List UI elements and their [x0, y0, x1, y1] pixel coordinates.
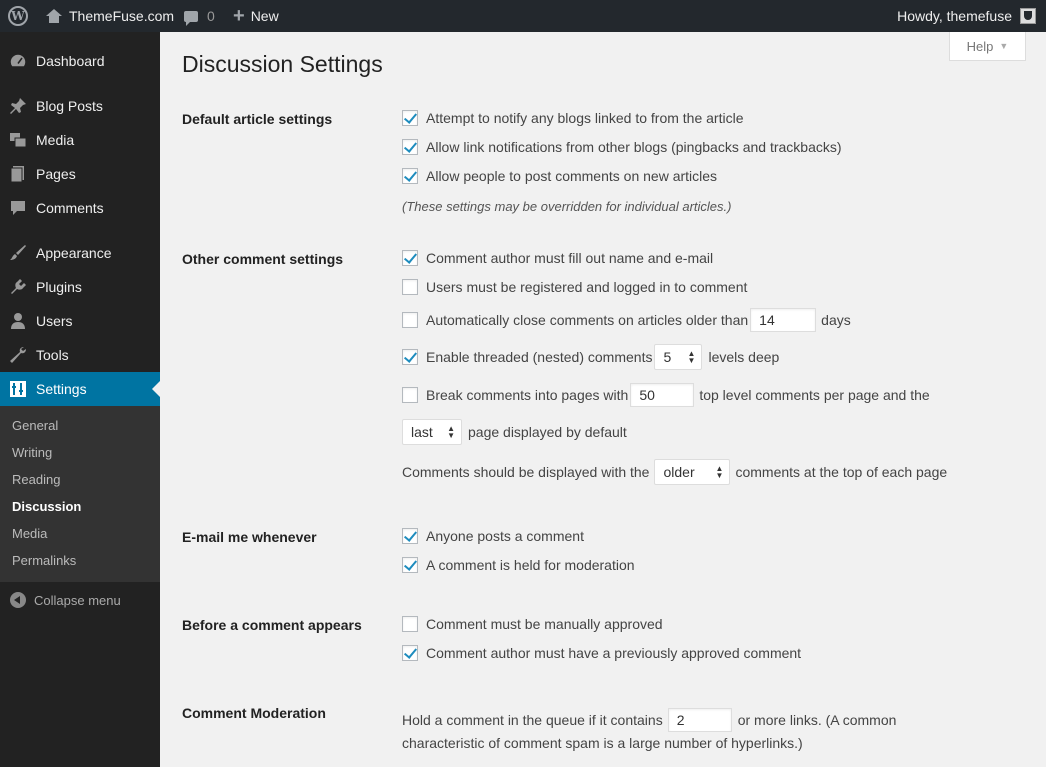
sidebar-item-appearance[interactable] — [0, 236, 160, 270]
sidebar-item-label: Tools — [36, 347, 69, 363]
option-label: Comment author must fill out name and e-mail — [426, 250, 714, 266]
comments-icon — [8, 198, 28, 218]
paginate-comments-option — [402, 383, 930, 407]
option-label: Allow people to post comments on new articles — [426, 168, 718, 184]
pin-icon — [8, 96, 28, 116]
settings-icon — [8, 379, 28, 399]
notify-blogs-checkbox[interactable] — [402, 110, 418, 126]
moderation-links-option — [402, 708, 896, 732]
moderation-links-input[interactable]: 2 — [668, 708, 732, 732]
chevron-down-icon: ▼ — [999, 41, 1009, 51]
sidebar-item-users[interactable] — [0, 304, 160, 338]
option-label: Hold a comment in the queue if it contains — [402, 712, 663, 728]
threaded-comments-option — [402, 344, 779, 370]
moderation-description: characteristic of comment spam is a large number of hyperlinks.) — [402, 735, 803, 751]
allow-pingbacks-option[interactable] — [402, 139, 842, 155]
email-on-comment-checkbox[interactable] — [402, 528, 418, 544]
override-note: (These settings may be overridden for individual articles.) — [402, 199, 732, 214]
option-label: or more links. (A common — [737, 712, 897, 728]
option-label: Attempt to notify any blogs linked to from the article — [426, 110, 744, 126]
default-page-select[interactable] — [402, 419, 462, 445]
new-content-link[interactable] — [233, 0, 279, 32]
option-label: page displayed by default — [468, 424, 627, 440]
option-label: Break comments into pages with — [426, 387, 629, 403]
email-on-moderation-checkbox[interactable] — [402, 557, 418, 573]
sidebar-item-label: Dashboard — [36, 53, 105, 69]
site-name-link[interactable] — [46, 0, 174, 32]
tools-icon — [8, 345, 28, 365]
option-label: Enable threaded (nested) comments — [426, 349, 653, 365]
option-label: Allow link notifications from other blogs (pingbacks and trackbacks) — [426, 139, 842, 155]
sidebar-item-label: Comments — [36, 200, 104, 216]
close-comments-option — [402, 308, 851, 332]
admin-sidebar — [0, 32, 160, 767]
page-title: Discussion Settings — [182, 51, 383, 77]
section-heading-moderation: Comment Moderation — [182, 705, 326, 721]
sidebar-item-label: Users — [36, 313, 73, 329]
paginate-comments-checkbox[interactable] — [402, 387, 418, 403]
comments-count-link[interactable] — [184, 0, 215, 32]
help-label: Help — [966, 38, 994, 54]
sidebar-item-blog-posts[interactable] — [0, 89, 160, 123]
sidebar-item-label: Media — [36, 132, 75, 148]
option-label: Comment author must have a previously approved comment — [426, 645, 802, 661]
section-heading-default-article: Default article settings — [182, 111, 333, 127]
email-on-moderation-option[interactable] — [402, 557, 635, 573]
registration-required-checkbox[interactable] — [402, 279, 418, 295]
sidebar-item-plugins[interactable] — [0, 270, 160, 304]
option-label: comments at the top of each page — [735, 464, 948, 480]
option-label: Comment must be manually approved — [426, 616, 663, 632]
option-label: levels deep — [708, 349, 780, 365]
select-arrows-icon: ▲ ▼ — [715, 464, 724, 480]
user-account-link[interactable] — [897, 0, 1036, 32]
option-label: days — [821, 312, 851, 328]
sidebar-item-comments[interactable] — [0, 191, 160, 225]
submenu-item-permalinks[interactable]: Permalinks — [12, 553, 77, 568]
option-label: Automatically close comments on articles older than — [426, 312, 749, 328]
media-icon — [8, 130, 28, 150]
sidebar-item-settings[interactable] — [0, 372, 160, 406]
site-name-label: ThemeFuse.com — [69, 8, 175, 24]
section-heading-other-comment: Other comment settings — [182, 251, 344, 267]
admin-bar — [0, 0, 1046, 32]
email-on-comment-option[interactable] — [402, 528, 584, 544]
close-comments-checkbox[interactable] — [402, 312, 418, 328]
sidebar-item-label: Plugins — [36, 279, 82, 295]
registration-required-option[interactable] — [402, 279, 747, 295]
main-content — [160, 32, 1046, 767]
comment-order-select[interactable] — [654, 459, 730, 485]
default-page-option — [402, 419, 627, 445]
collapse-menu-button[interactable] — [0, 588, 160, 612]
sidebar-item-tools[interactable] — [0, 338, 160, 372]
option-label: Anyone posts a comment — [426, 528, 584, 544]
home-icon — [46, 9, 62, 23]
notify-blogs-option[interactable] — [402, 110, 744, 126]
option-label: Comments should be displayed with the — [402, 464, 650, 480]
close-comments-days-input[interactable]: 14 — [750, 308, 816, 332]
previously-approved-checkbox[interactable] — [402, 645, 418, 661]
submenu-item-media[interactable]: Media — [12, 526, 48, 541]
manual-approval-checkbox[interactable] — [402, 616, 418, 632]
comment-order-option — [402, 459, 947, 485]
select-arrows-icon: ▲ ▼ — [447, 424, 455, 440]
appearance-icon — [8, 243, 28, 263]
select-value: 5 — [663, 349, 672, 365]
previously-approved-option[interactable] — [402, 645, 801, 661]
sidebar-item-media[interactable] — [0, 123, 160, 157]
allow-pingbacks-checkbox[interactable] — [402, 139, 418, 155]
plugins-icon — [8, 277, 28, 297]
allow-comments-checkbox[interactable] — [402, 168, 418, 184]
help-button[interactable] — [949, 32, 1026, 61]
submenu-item-general[interactable]: General — [12, 418, 59, 433]
collapse-arrow-icon — [10, 592, 26, 608]
sidebar-item-pages[interactable] — [0, 157, 160, 191]
comments-per-page-input[interactable]: 50 — [630, 383, 694, 407]
comment-bubble-icon — [184, 11, 198, 22]
option-label: A comment is held for moderation — [426, 557, 635, 573]
howdy-label: Howdy, themefuse — [897, 8, 1012, 24]
select-arrows-icon: ▲ ▼ — [687, 349, 696, 365]
section-heading-email-me: E-mail me whenever — [182, 529, 317, 545]
thread-depth-select[interactable] — [654, 344, 702, 370]
settings-submenu — [0, 406, 160, 582]
require-name-email-option[interactable] — [402, 250, 713, 266]
require-name-email-checkbox[interactable] — [402, 250, 418, 266]
sidebar-item-dashboard[interactable] — [0, 44, 160, 78]
avatar — [1020, 8, 1036, 24]
sidebar-item-label: Blog Posts — [36, 98, 103, 114]
threaded-comments-checkbox[interactable] — [402, 349, 418, 365]
sidebar-item-label: Settings — [36, 381, 87, 397]
select-value: last — [411, 424, 433, 440]
submenu-item-writing[interactable]: Writing — [12, 445, 53, 460]
allow-comments-option[interactable] — [402, 168, 717, 184]
wordpress-logo-icon[interactable]: W — [8, 0, 28, 32]
manual-approval-option[interactable] — [402, 616, 663, 632]
sidebar-item-label: Appearance — [36, 245, 112, 261]
pages-icon — [8, 164, 28, 184]
submenu-item-discussion[interactable]: Discussion — [12, 499, 82, 514]
option-label: top level comments per page and the — [699, 387, 930, 403]
dashboard-icon — [8, 51, 28, 71]
option-label: Users must be registered and logged in to comment — [426, 279, 748, 295]
section-heading-before-comment: Before a comment appears — [182, 617, 362, 633]
plus-icon: + — [233, 5, 245, 27]
sidebar-item-label: Pages — [36, 166, 76, 182]
new-label: New — [250, 8, 279, 24]
users-icon — [8, 311, 28, 331]
submenu-item-reading[interactable]: Reading — [12, 472, 61, 487]
comment-count: 0 — [207, 8, 215, 24]
collapse-menu-label: Collapse menu — [34, 592, 121, 608]
select-value: older — [663, 464, 695, 480]
